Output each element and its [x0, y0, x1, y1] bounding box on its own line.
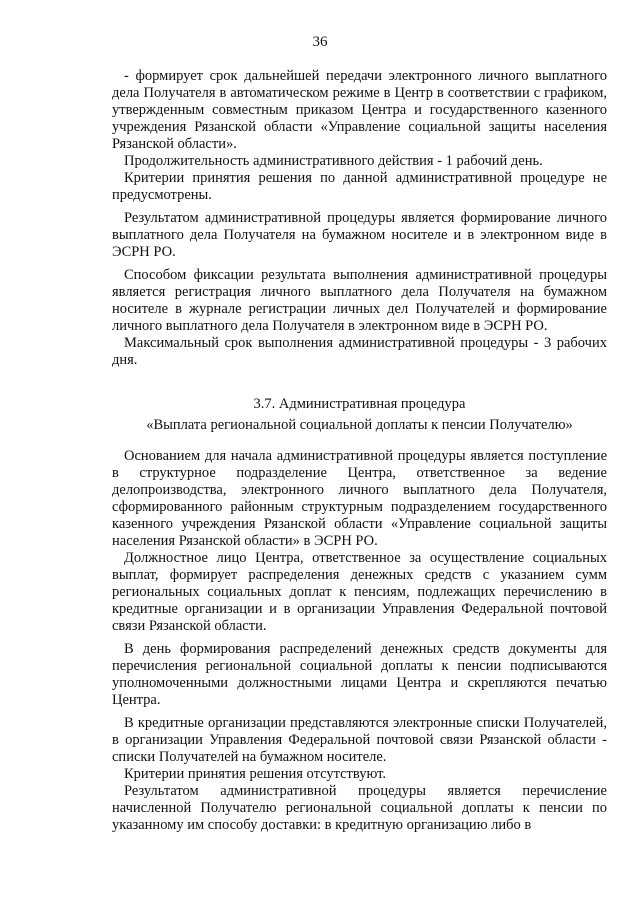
section-heading — [112, 395, 607, 434]
page-number: 36 — [312, 34, 328, 50]
paragraph: Продолжительность административного действия - 1 рабочий день. — [124, 153, 543, 169]
paragraph: В кредитные организации представляются электронные списки Получателей, в организации Управления Федеральной почтовой связи Рязанской области - списки Получателей на бумажном носителе. — [112, 715, 607, 765]
paragraph: Результатом административной процедуры является формирование личного выплатного дела Получателя на бумажном носителе и в электронном виде в ЭСРН РО. — [112, 210, 607, 260]
paragraph: В день формирования распределений денежных средств документы для перечисления региональной социальной доплаты к пенсии подписываются уполномоченными должностными лицами Центра и скрепляются печатью Центра. — [112, 641, 607, 708]
paragraph: Основанием для начала административной процедуры является поступление в структурное подразделение Центра, ответственное за ведение делопроизводства, электронного личного выплатного дела Получателя, сформированного районным структурным подразделением государственного казенного учреждения Рязанской области «Управление социальной защиты населения Рязанской области» в ЭСРН РО. — [112, 448, 607, 549]
section-subtitle: «Выплата региональной социальной доплаты к пенсии Получателю» — [146, 417, 573, 433]
paragraph: Критерии принятия решения отсутствуют. — [124, 766, 387, 782]
paragraph: Способом фиксации результата выполнения административной процедуры является регистрация личного выплатного дела Получателя на бумажном носителе в журнале регистрации личных дел Получателей и формирование личного выплатного дела Получателя в электронном виде в ЭСРН РО. — [112, 267, 607, 334]
paragraph: Результатом административной процедуры является перечисление начисленной Получателю региональной социальной доплаты к пенсии по указанному им способу доставки: в кредитную организацию либо в — [112, 783, 607, 833]
paragraph: - формирует срок дальнейшей передачи электронного личного выплатного дела Получателя в автоматическом режиме в Центр в соответствии с графиком, утвержденным совместным приказом Центра и государственного казенного учреждения Рязанской области «Управление социальной защиты населения Рязанской области». — [112, 68, 607, 152]
paragraph: Критерии принятия решения по данной административной процедуре не предусмотрены. — [112, 170, 607, 203]
section-title: 3.7. Административная процедура — [253, 396, 466, 412]
document-body — [112, 68, 607, 834]
paragraph: Максимальный срок выполнения административной процедуры - 3 рабочих дня. — [112, 335, 607, 368]
paragraph: Должностное лицо Центра, ответственное за осуществление социальных выплат, формирует распределения денежных средств с указанием сумм региональных социальных доплат к пенсиям, подлежащих перечислению в кредитные организации и в организации Управления Федеральной почтовой связи Рязанской области. — [112, 550, 607, 634]
